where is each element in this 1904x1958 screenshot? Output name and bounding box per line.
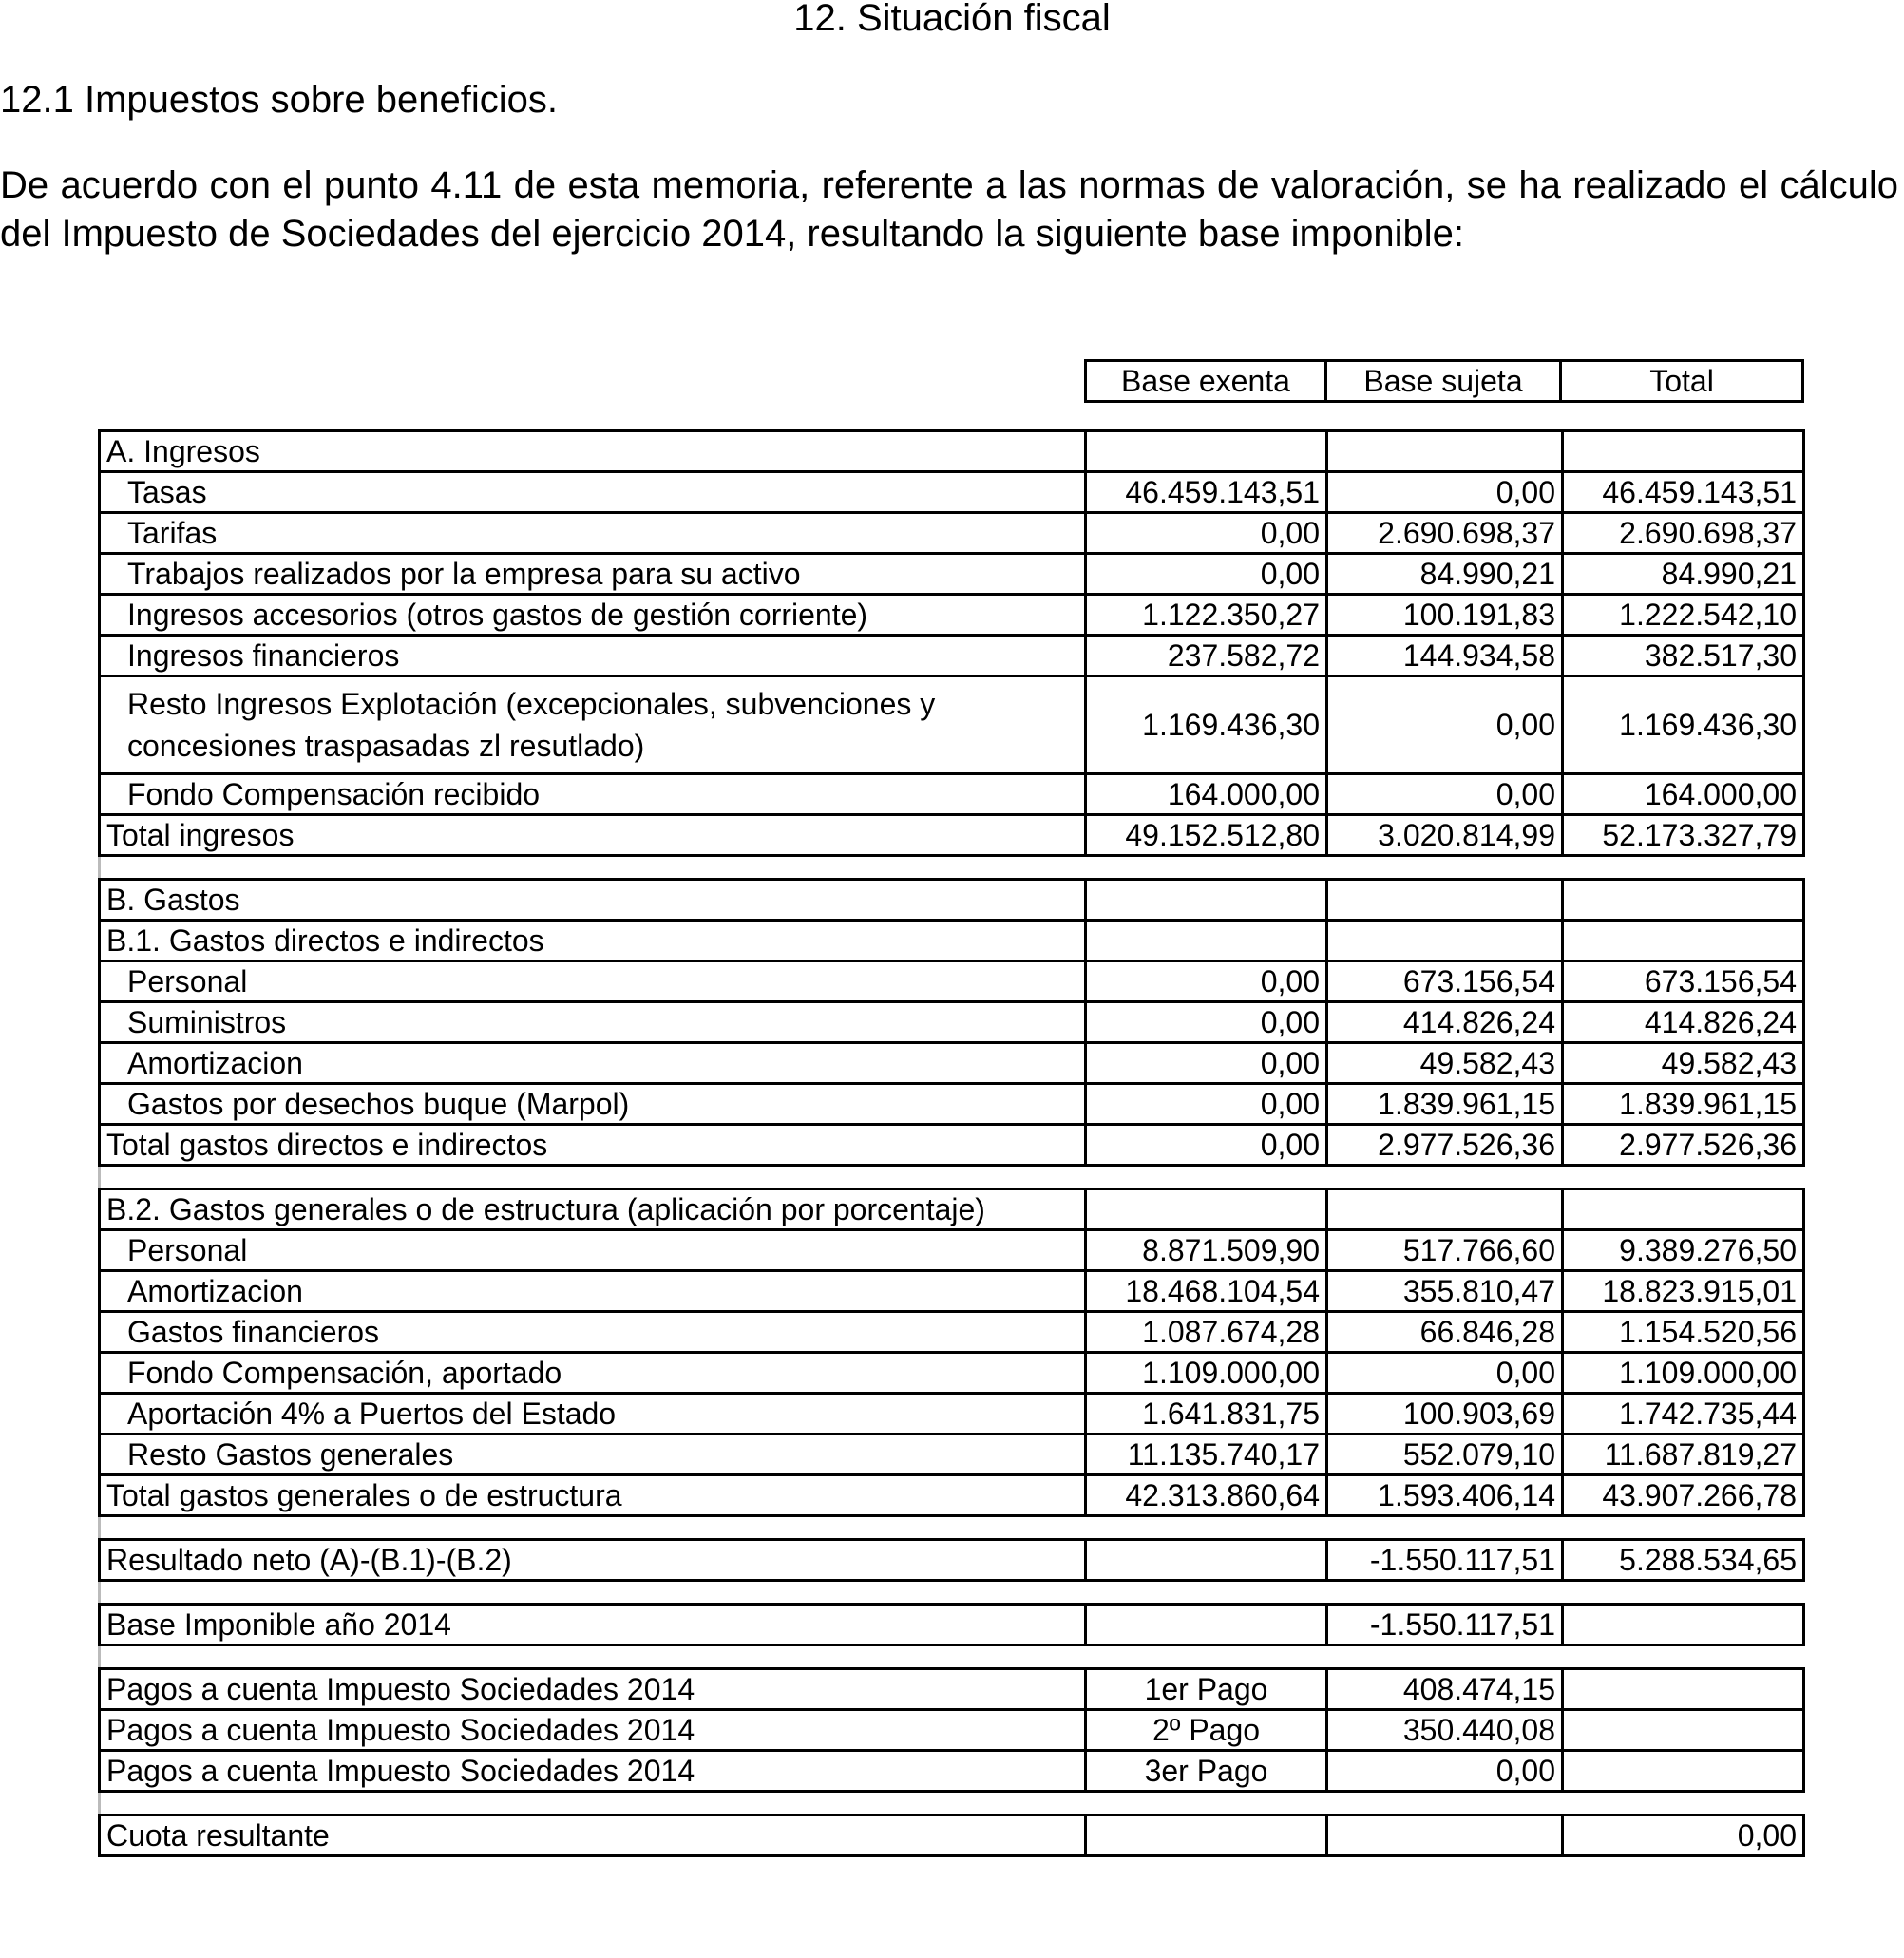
row-label: Total gastos generales o de estructura <box>100 1475 1086 1516</box>
table-row <box>100 774 1804 815</box>
value-sujeta: 0,00 <box>1327 1353 1563 1394</box>
spacer-row <box>100 1581 1804 1605</box>
value-sujeta: 66.846,28 <box>1327 1312 1563 1353</box>
value-total: 84.990,21 <box>1563 554 1804 595</box>
row-label: Trabajos realizados por la empresa para su activo <box>100 554 1086 595</box>
row-label: Personal <box>100 1230 1086 1271</box>
row-label: Fondo Compensación, aportado <box>100 1353 1086 1394</box>
table-row <box>100 513 1804 554</box>
table-row <box>100 961 1804 1002</box>
total-row-ingresos <box>100 815 1804 856</box>
row-label: Gastos financieros <box>100 1312 1086 1353</box>
table-row <box>100 595 1804 636</box>
value-total: 46.459.143,51 <box>1563 472 1804 513</box>
value-exenta: 0,00 <box>1086 1043 1327 1084</box>
value-total: 1.222.542,10 <box>1563 595 1804 636</box>
value-sujeta: 1.839.961,15 <box>1327 1084 1563 1125</box>
value-exenta: 0,00 <box>1086 513 1327 554</box>
value-exenta: 0,00 <box>1086 961 1327 1002</box>
section-title: 12. Situación fiscal <box>793 0 1111 39</box>
table-row <box>100 1271 1804 1312</box>
row-label: Pagos a cuenta Impuesto Sociedades 2014 <box>100 1751 1086 1792</box>
value-exenta <box>1086 1605 1327 1645</box>
column-header-base-exenta: Base exenta <box>1086 361 1326 402</box>
value-sujeta: 355.810,47 <box>1327 1271 1563 1312</box>
value-total: 43.907.266,78 <box>1563 1475 1804 1516</box>
row-label: Pagos a cuenta Impuesto Sociedades 2014 <box>100 1669 1086 1710</box>
table-row <box>100 1353 1804 1394</box>
pago-number: 3er Pago <box>1086 1751 1327 1792</box>
value-total: 1.169.436,30 <box>1563 676 1804 774</box>
section-heading: A. Ingresos <box>100 431 1086 472</box>
value-exenta: 11.135.740,17 <box>1086 1435 1327 1475</box>
value-sujeta: 0,00 <box>1327 676 1563 774</box>
cuota-row <box>100 1815 1804 1856</box>
value-total: 673.156,54 <box>1563 961 1804 1002</box>
column-header-table <box>1084 359 1804 403</box>
value-total: 5.288.534,65 <box>1563 1540 1804 1581</box>
subsection-title: 12.1 Impuestos sobre beneficios. <box>0 79 559 121</box>
pago-amount: 408.474,15 <box>1327 1669 1563 1710</box>
value-sujeta: 552.079,10 <box>1327 1435 1563 1475</box>
value-exenta: 46.459.143,51 <box>1086 472 1327 513</box>
value-total: 0,00 <box>1563 1815 1804 1856</box>
value-exenta <box>1086 1540 1327 1581</box>
table-row <box>100 1043 1804 1084</box>
value-total: 2.977.526,36 <box>1563 1125 1804 1166</box>
value-sujeta: 2.690.698,37 <box>1327 513 1563 554</box>
value-exenta: 49.152.512,80 <box>1086 815 1327 856</box>
table-row <box>100 554 1804 595</box>
table-row <box>100 1002 1804 1043</box>
row-label: Ingresos financieros <box>100 636 1086 676</box>
row-label: Fondo Compensación recibido <box>100 774 1086 815</box>
value-exenta: 0,00 <box>1086 1125 1327 1166</box>
value-sujeta: 100.903,69 <box>1327 1394 1563 1435</box>
intro-paragraph: De acuerdo con el punto 4.11 de esta memoria, referente a las normas de valoración, se ha realizado el cálculo del Impuesto de Sociedades del ejercicio 2014, resultando la siguiente base imponible: <box>0 164 1898 255</box>
row-label: Total ingresos <box>100 815 1086 856</box>
row-label: Base Imponible año 2014 <box>100 1605 1086 1645</box>
row-label: Tasas <box>100 472 1086 513</box>
value-exenta: 1.169.436,30 <box>1086 676 1327 774</box>
value-exenta: 42.313.860,64 <box>1086 1475 1327 1516</box>
pago-row <box>100 1710 1804 1751</box>
value-sujeta: 2.977.526,36 <box>1327 1125 1563 1166</box>
value-sujeta: 0,00 <box>1327 774 1563 815</box>
value-exenta: 0,00 <box>1086 1002 1327 1043</box>
value-exenta: 1.087.674,28 <box>1086 1312 1327 1353</box>
total-row-b2 <box>100 1475 1804 1516</box>
value-exenta: 1.122.350,27 <box>1086 595 1327 636</box>
value-sujeta: 414.826,24 <box>1327 1002 1563 1043</box>
value-total: 382.517,30 <box>1563 636 1804 676</box>
table-row <box>100 1394 1804 1435</box>
table-row <box>100 1435 1804 1475</box>
section-row-gastos <box>100 880 1804 921</box>
spacer-row <box>100 1516 1804 1540</box>
row-label: Amortizacion <box>100 1271 1086 1312</box>
table-row <box>100 636 1804 676</box>
row-label: Gastos por desechos buque (Marpol) <box>100 1084 1086 1125</box>
value-total: 18.823.915,01 <box>1563 1271 1804 1312</box>
row-label: Cuota resultante <box>100 1815 1086 1856</box>
value-sujeta: -1.550.117,51 <box>1327 1605 1563 1645</box>
value-total: 52.173.327,79 <box>1563 815 1804 856</box>
subsection-row-b1 <box>100 921 1804 961</box>
value-exenta: 1.641.831,75 <box>1086 1394 1327 1435</box>
total-row-b1 <box>100 1125 1804 1166</box>
subsection-heading: B.2. Gastos generales o de estructura (aplicación por porcentaje) <box>100 1189 1086 1230</box>
spacer-row <box>100 1645 1804 1669</box>
pago-row <box>100 1669 1804 1710</box>
value-exenta: 8.871.509,90 <box>1086 1230 1327 1271</box>
row-label: Amortizacion <box>100 1043 1086 1084</box>
row-label: Aportación 4% a Puertos del Estado <box>100 1394 1086 1435</box>
value-sujeta: 1.593.406,14 <box>1327 1475 1563 1516</box>
value-exenta: 0,00 <box>1086 1084 1327 1125</box>
table-row <box>100 1312 1804 1353</box>
value-sujeta: -1.550.117,51 <box>1327 1540 1563 1581</box>
row-label: Resto Ingresos Explotación (excepcionales, subvenciones y concesiones traspasadas zl resutlado) <box>100 676 1086 774</box>
value-sujeta: 100.191,83 <box>1327 595 1563 636</box>
row-label: Resultado neto (A)-(B.1)-(B.2) <box>100 1540 1086 1581</box>
value-exenta: 0,00 <box>1086 554 1327 595</box>
value-exenta: 164.000,00 <box>1086 774 1327 815</box>
subsection-row-b2 <box>100 1189 1804 1230</box>
tax-base-table <box>98 429 1805 1857</box>
value-total: 2.690.698,37 <box>1563 513 1804 554</box>
value-exenta: 18.468.104,54 <box>1086 1271 1327 1312</box>
value-total: 414.826,24 <box>1563 1002 1804 1043</box>
table-row <box>100 676 1804 774</box>
pago-amount: 350.440,08 <box>1327 1710 1563 1751</box>
value-total: 1.154.520,56 <box>1563 1312 1804 1353</box>
row-label: Personal <box>100 961 1086 1002</box>
resultado-row <box>100 1540 1804 1581</box>
row-label: Ingresos accesorios (otros gastos de gestión corriente) <box>100 595 1086 636</box>
column-header-total: Total <box>1561 361 1803 402</box>
row-label: Suministros <box>100 1002 1086 1043</box>
table-row <box>100 1230 1804 1271</box>
value-sujeta: 84.990,21 <box>1327 554 1563 595</box>
value-exenta: 237.582,72 <box>1086 636 1327 676</box>
table-row <box>100 472 1804 513</box>
pago-number: 2º Pago <box>1086 1710 1327 1751</box>
section-heading: B. Gastos <box>100 880 1086 921</box>
row-label: Tarifas <box>100 513 1086 554</box>
value-sujeta: 144.934,58 <box>1327 636 1563 676</box>
value-total: 11.687.819,27 <box>1563 1435 1804 1475</box>
value-exenta: 1.109.000,00 <box>1086 1353 1327 1394</box>
table-row <box>100 1084 1804 1125</box>
spacer-row <box>100 1166 1804 1189</box>
value-total: 164.000,00 <box>1563 774 1804 815</box>
value-sujeta: 0,00 <box>1327 472 1563 513</box>
value-sujeta: 673.156,54 <box>1327 961 1563 1002</box>
spacer-row <box>100 1792 1804 1815</box>
spacer-row <box>100 856 1804 880</box>
value-sujeta: 49.582,43 <box>1327 1043 1563 1084</box>
value-total: 1.742.735,44 <box>1563 1394 1804 1435</box>
base-imponible-row <box>100 1605 1804 1645</box>
column-header-base-sujeta: Base sujeta <box>1326 361 1561 402</box>
row-label: Resto Gastos generales <box>100 1435 1086 1475</box>
value-total: 49.582,43 <box>1563 1043 1804 1084</box>
value-total: 1.109.000,00 <box>1563 1353 1804 1394</box>
row-label: Pagos a cuenta Impuesto Sociedades 2014 <box>100 1710 1086 1751</box>
pago-row <box>100 1751 1804 1792</box>
value-sujeta: 3.020.814,99 <box>1327 815 1563 856</box>
value-sujeta: 517.766,60 <box>1327 1230 1563 1271</box>
pago-number: 1er Pago <box>1086 1669 1327 1710</box>
pago-amount: 0,00 <box>1327 1751 1563 1792</box>
section-row-ingresos <box>100 431 1804 472</box>
row-label: Total gastos directos e indirectos <box>100 1125 1086 1166</box>
value-total <box>1563 1605 1804 1645</box>
value-total: 9.389.276,50 <box>1563 1230 1804 1271</box>
subsection-heading: B.1. Gastos directos e indirectos <box>100 921 1086 961</box>
value-total: 1.839.961,15 <box>1563 1084 1804 1125</box>
